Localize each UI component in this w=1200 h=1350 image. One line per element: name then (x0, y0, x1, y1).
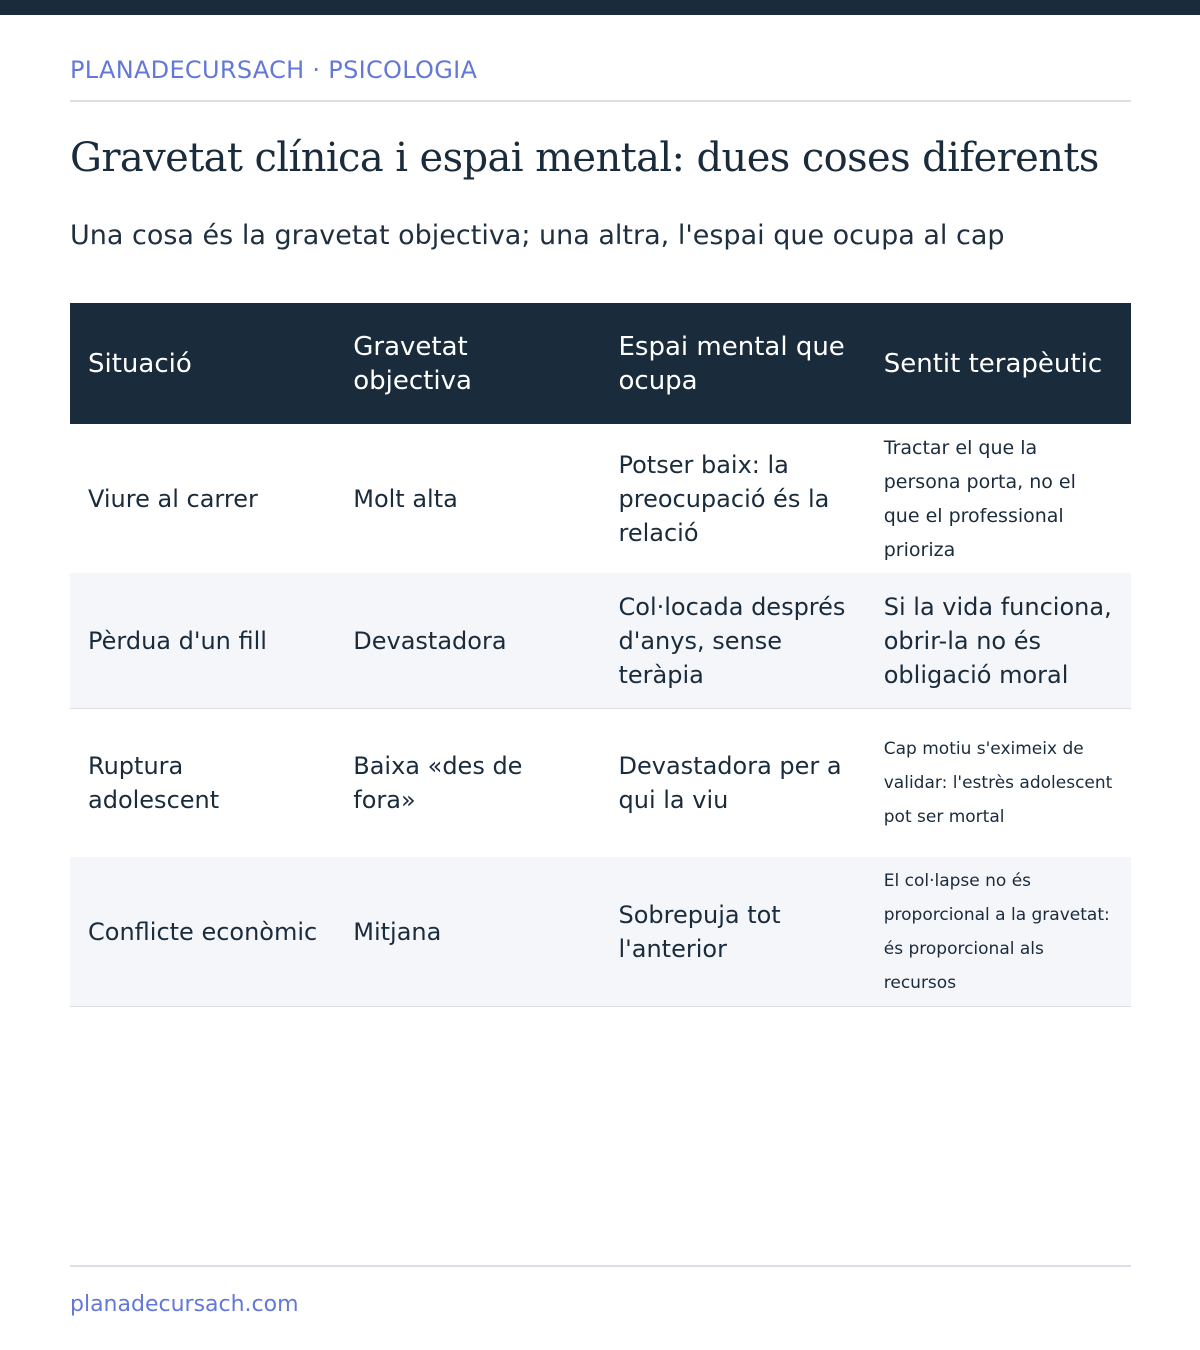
page-title: Gravetat clínica i espai mental: dues coses diferents (70, 135, 1099, 181)
cell-sentit-terapeutic: Tractar el que la persona porta, no el que el professional prioriza (883, 436, 1076, 561)
table-row (70, 709, 1131, 858)
cell-gravetat: Baixa «des de fora» (353, 752, 523, 814)
table-header (70, 303, 1131, 424)
cell-situacio: Viure al carrer (88, 484, 258, 513)
cell-sentit-terapeutic: Si la vida funciona, obrir-la no és obligació moral (866, 573, 1131, 709)
cell-espai-mental: Potser baix: la preocupació és la relació (618, 450, 830, 547)
cell-situacio: Conflicte econòmic (70, 857, 335, 1007)
column-header-sentit-terapeutic: Sentit terapèutic (866, 303, 1131, 424)
column-header-espai-mental: Espai mental que ocupa (601, 303, 866, 424)
brand-label: PLANADECURSACH · PSICOLOGIA (70, 56, 478, 84)
cell-sentit-terapeutic: El col·lapse no és proporcional a la gravetat: és proporcional als recursos (866, 857, 1131, 1007)
cell-gravetat: Mitjana (335, 857, 600, 1007)
cell-gravetat: Devastadora (335, 573, 600, 709)
cell-espai-mental: Devastadora per a qui la viu (618, 752, 842, 814)
cell-gravetat: Molt alta (353, 484, 458, 513)
cell-espai-mental: Col·locada després d'anys, sense teràpia (601, 573, 866, 709)
column-header-gravetat: Gravetat objectiva (335, 303, 600, 424)
cell-espai-mental: Sobrepuja tot l'anterior (601, 857, 866, 1007)
cell-situacio: Pèrdua d'un fill (70, 573, 335, 709)
column-header-situacio: Situació (70, 303, 335, 424)
table-row (70, 857, 1131, 1007)
footer-site-link[interactable]: planadecursach.com (70, 1292, 299, 1317)
comparison-table (70, 303, 1131, 1007)
cell-sentit-terapeutic: Cap motiu s'eximeix de validar: l'estrès adolescent pot ser mortal (883, 739, 1113, 827)
footer-divider (70, 1265, 1131, 1267)
page-subtitle: Una cosa és la gravetat objectiva; una altra, l'espai que ocupa al cap (70, 220, 1005, 251)
header-divider (70, 100, 1131, 102)
cell-situacio: Ruptura adolescent (88, 752, 220, 814)
table-header-row (70, 303, 1131, 424)
table-row (70, 424, 1131, 573)
top-accent-bar (0, 0, 1200, 15)
table-row (70, 573, 1131, 709)
table-body (70, 424, 1131, 1007)
